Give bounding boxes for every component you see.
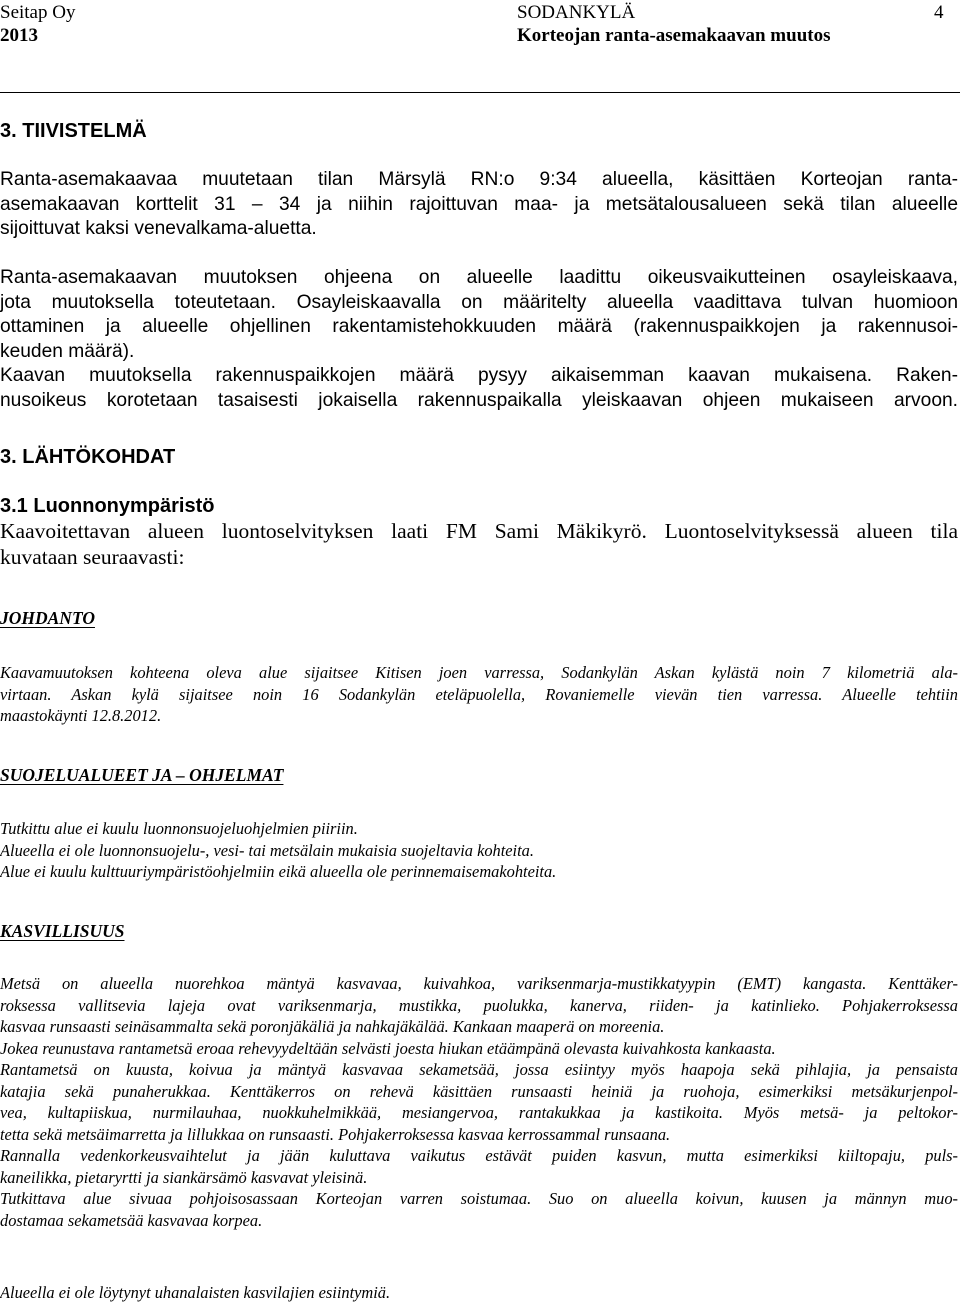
- protected-section-heading-text: SUOJELUALUEET JA – OHJELMAT: [0, 765, 284, 785]
- vegetation-section-body: [0, 973, 958, 1231]
- summary-p2-line: Ranta-asemakaavan muutoksen ohjeena on alueelle laadittu oikeusvaikutteinen osayleiskaava,: [0, 267, 958, 288]
- body-line: Alueella ei ole luonnonsuojelu-, vesi- tai metsälain mukaisia suojeltavia kohteita.: [0, 840, 534, 860]
- protected-section-body: [0, 818, 958, 883]
- vegetation-section-heading: [0, 920, 958, 942]
- body-line: vea, kultapiiskua, nurmilauhaa, nuokkuhelmikkää, mesiangervoa, rantakukkaa ja kastikoita. Myös metsä- ja peltokor-: [0, 1103, 958, 1122]
- summary-p1-line: asemakaavan korttelit 31 – 34 ja niihin rajoittuvan maa- ja metsätalousalueen sekä tilan alueelle: [0, 193, 958, 215]
- summary-p1-line: Ranta-asemakaavaa muutetaan tilan Märsylä RN:o 9:34 alueella, käsittäen Korteojan ranta-: [0, 169, 958, 190]
- header-municipality: SODANKYLÄ: [517, 2, 636, 23]
- header-plan-title: Korteojan ranta-asemakaavan muutos: [517, 25, 831, 46]
- starting-points-heading: 3. LÄHTÖKOHDAT: [0, 446, 176, 468]
- body-line: Jokea reunustava rantametsä eroaa rehevyydeltään selvästi joesta hiukan etäämpänä olevasta kuivahkosta kankaasta.: [0, 1038, 776, 1058]
- summary-paragraph-1: [0, 168, 958, 242]
- body-line: maastokäynti 12.8.2012.: [0, 706, 162, 725]
- natural-environment-subheading: 3.1 Luonnonympäristö: [0, 495, 215, 517]
- body-line: Tutkittu alue ei kuulu luonnonsuojeluohjelmien piiriin.: [0, 819, 358, 838]
- body-line: tetta sekä metsäimarretta ja lillukkaa on runsaasti. Pohjakerroksessa kasvaa kerrossammal runsaana.: [0, 1124, 671, 1144]
- header-page-number: 4: [934, 2, 944, 23]
- body-line: katajia sekä punaherukkaa. Kenttäkerros on rehevä käsittäen runsaasti heiniä ja ruohoja, esimerkiksi metsäkurjenpol-: [0, 1081, 958, 1101]
- body-line: roksessa vallitsevia lajeja ovat variksenmarja, mustikka, puolukka, kanerva, riiden- ja katinlieko. Pohjakerroksessa: [0, 995, 958, 1015]
- header-year: 2013: [0, 25, 38, 46]
- intro-line: kuvataan seuraavasti:: [0, 545, 185, 569]
- body-line: kasvaa runsaasti seinäsammalta sekä poronjäkäliä ja nahkajäkälää. Kankaan maaperä on moreenia.: [0, 1017, 665, 1036]
- summary-p2-line: Kaavan muutoksella rakennuspaikkojen määrä pysyy aikaisemman kaavan mukaisena. Raken-: [0, 365, 958, 386]
- summary-p2-line: keuden määrä).: [0, 340, 135, 362]
- summary-paragraph-2: [0, 266, 958, 413]
- intro-section-heading: [0, 607, 958, 629]
- body-line: Alue ei kuulu kulttuuriympäristöohjelmiin eikä alueella ole perinnemaisemakohteita.: [0, 862, 557, 881]
- body-line: virtaan. Askan kylä sijaitsee noin 16 Sodankylän eteläpuolella, Rovaniemelle vievän tien varressa. Alueelle tehtiin: [0, 684, 958, 704]
- header-divider: [0, 92, 960, 93]
- body-line: Rannalla vedenkorkeusvaihtelut ja jään kuluttava vaikutus estävät puiden kasvun, mutta esimerkiksi kiiltopaju, puls-: [0, 1146, 958, 1165]
- vegetation-section-heading-text: KASVILLISUUS: [0, 921, 125, 941]
- summary-p2-line: ottaminen ja alueelle ohjellinen rakentamistehokkuuden määrä (rakennuspaikkojen ja rakennusoi-: [0, 316, 958, 337]
- summary-p2-line: jota muutoksella toteutetaan. Osayleiskaavalla on määritelty alueella vaadittava tulvan huomioon: [0, 291, 958, 313]
- intro-section-heading-text: JOHDANTO: [0, 608, 95, 628]
- body-line: Metsä on alueella nuorehkoa mäntyä kasvavaa, kuivahkoa, variksenmarja-mustikkatyypin (EMT) kangasta. Kenttäker-: [0, 974, 958, 993]
- summary-heading: 3. TIIVISTELMÄ: [0, 120, 147, 142]
- vegetation-closing-note: Alueella ei ole löytynyt uhanalaisten kasvilajien esiintymiä.: [0, 1283, 391, 1302]
- protected-section-heading: [0, 764, 958, 786]
- starting-points-intro: [0, 518, 958, 570]
- header-company: Seitap Oy: [0, 2, 76, 23]
- body-line: Kaavamuutoksen kohteena oleva alue sijaitsee Kitisen joen varressa, Sodankylän Askan kylästä noin 7 kilometriä ala-: [0, 663, 958, 682]
- summary-p1-line: sijoittuvat kaksi venevalkama-aluetta.: [0, 218, 317, 239]
- body-line: Tutkittava alue sivuaa pohjoisosassaan Korteojan varren soistumaa. Suo on alueella koivun, kuusen ja männyn muo-: [0, 1189, 958, 1208]
- intro-line: Kaavoitettavan alueen luontoselvityksen laati FM Sami Mäkikyrö. Luontoselvityksessä alueen tila: [0, 519, 958, 543]
- body-line: dostamaa sekametsää kasvavaa korpea.: [0, 1210, 263, 1230]
- body-line: kaneilikka, pietaryrtti ja siankärsämö kasvavat yleisinä.: [0, 1167, 368, 1187]
- summary-p2-line: nusoikeus korotetaan tasaisesti jokaisella rakennuspaikalla yleiskaavan ohjeen mukaiseen arvoon.: [0, 389, 958, 411]
- intro-section-body: [0, 662, 958, 727]
- body-line: Rantametsä on kuusta, koivua ja mäntyä kasvavaa sekametsää, jossa esiintyy myös haapoja sekä pihlajia, ja pensaista: [0, 1060, 958, 1079]
